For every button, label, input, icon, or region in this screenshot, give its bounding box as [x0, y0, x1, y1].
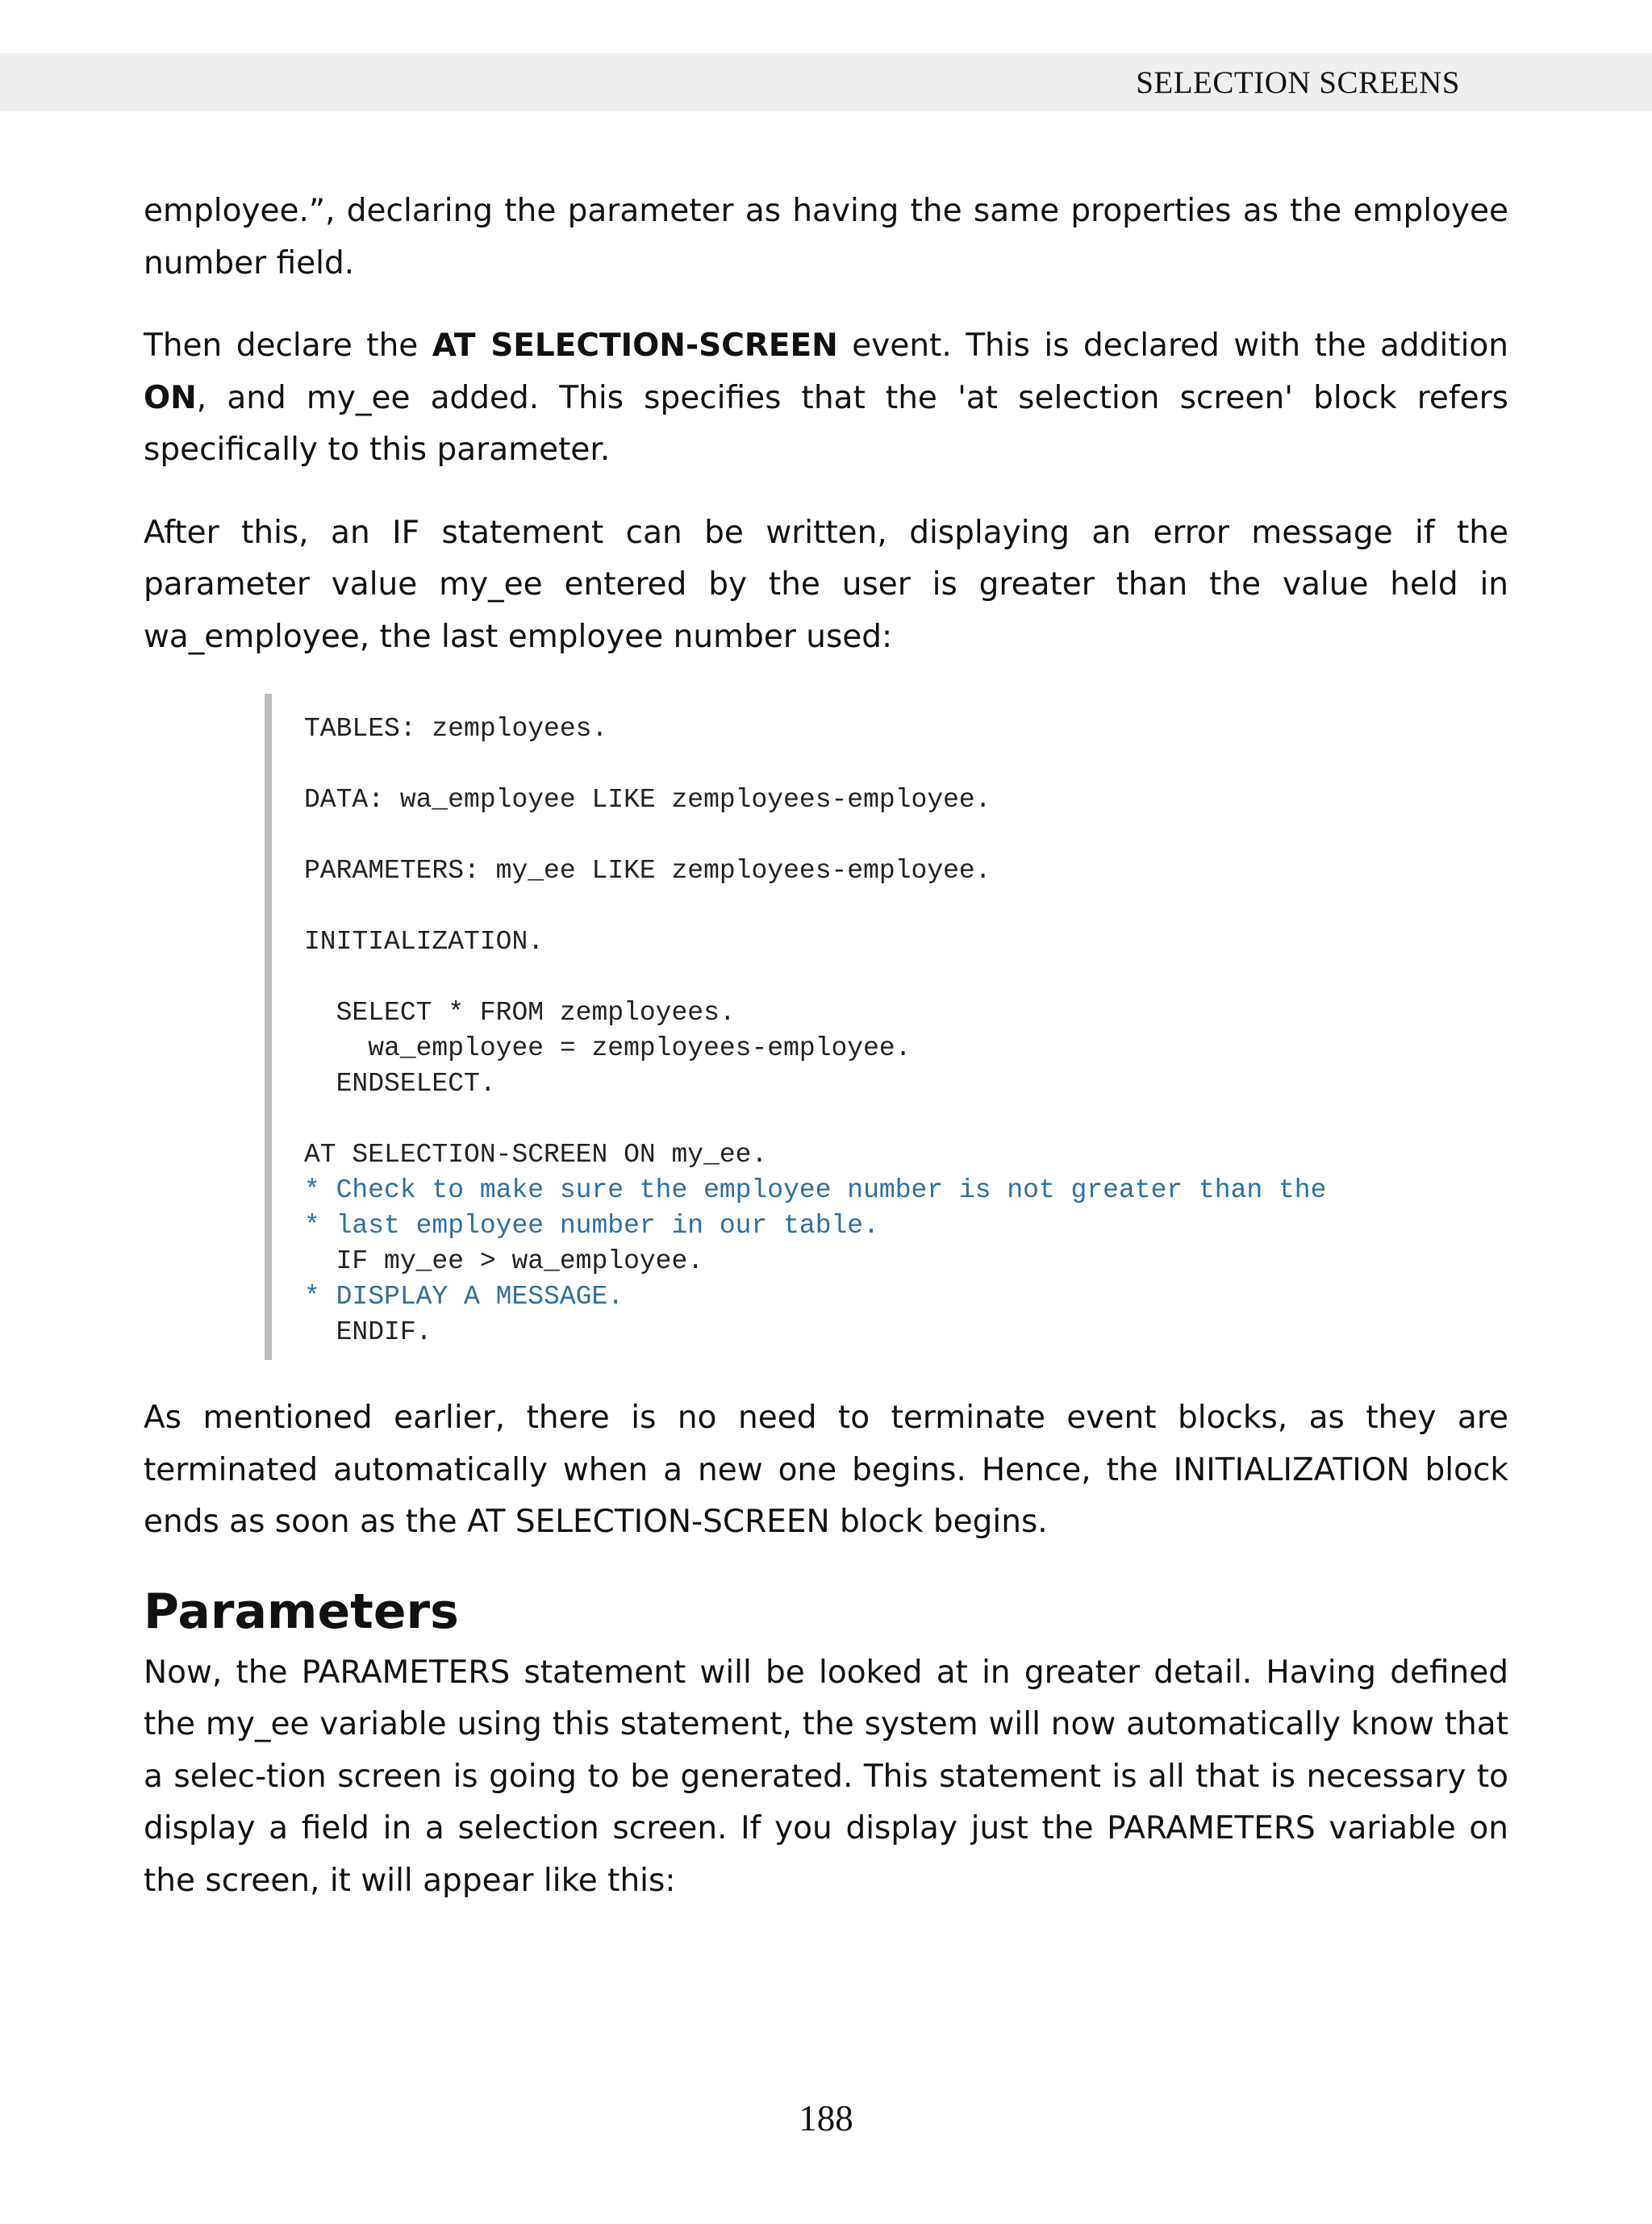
code-line: ENDSELECT. [304, 1069, 496, 1099]
bold-at-selection-screen: AT SELECTION-SCREEN [432, 328, 838, 364]
code-line: TABLES: zemployees. [304, 714, 608, 744]
code-line: wa_employee = zemployees-employee. [304, 1033, 912, 1063]
code-line: AT SELECTION-SCREEN ON my_ee. [304, 1140, 768, 1170]
code-line [304, 960, 1326, 995]
paragraph-2-text-e: , and my_ee added. This specifies that the 'at selection screen' block refers specifically to this parameter. [144, 379, 1508, 468]
paragraph-3: After this, an IF statement can be written, displaying an error message if the parameter value my_ee entered by the user is greater than the value held in wa_employee, the last employee number used: [144, 514, 1508, 655]
section-heading: Parameters [144, 1583, 459, 1640]
bold-on: ON [144, 379, 197, 416]
code-line [304, 747, 1326, 782]
running-title: SELECTION SCREENS [1136, 65, 1460, 100]
code-line: IF my_ee > wa_employee. [304, 1246, 704, 1276]
code-line: PARAMETERS: my_ee LIKE zemployees-employee. [304, 856, 991, 886]
code-comment-line: * Check to make sure the employee number is not greater than the [304, 1175, 1327, 1205]
code-listing [265, 694, 1441, 1360]
code-line: INITIALIZATION. [304, 927, 544, 957]
code-line: DATA: wa_employee LIKE zemployees-employee. [304, 785, 991, 815]
paragraph-2-text-c: event. This is declared with the addition [837, 328, 1508, 364]
page-number: 188 [799, 2098, 853, 2138]
code-line: SELECT * FROM zemployees. [304, 998, 736, 1028]
paragraph-5: Now, the PARAMETERS statement will be looked at in greater detail. Having defined the my_ee variable using this statement, the system will now automatically know that a selec-tion screen is going to be generated. This statement is all that is necessary to display a field in a selection screen. If you display just the PARAMETERS variable on the screen, it will appear like this: [144, 1654, 1508, 1899]
paragraph-2 [144, 320, 1508, 477]
code-text [304, 711, 1326, 1350]
page-content [144, 186, 1508, 1938]
code-line [304, 889, 1326, 924]
code-line: ENDIF. [304, 1317, 432, 1347]
code-line [304, 1102, 1326, 1137]
code-comment-line: * last employee number in our table. [304, 1211, 879, 1241]
paragraph-4: As mentioned earlier, there is no need to terminate event blocks, as they are terminated automatically when a new one begins. Hence, the INITIALIZATION block ends as soon as the AT SELECTION-SCREEN block begins. [144, 1400, 1508, 1540]
code-line [304, 818, 1326, 853]
code-comment-line: * DISPLAY A MESSAGE. [304, 1282, 624, 1312]
paragraph-2-text-a: Then declare the [144, 328, 432, 364]
paragraph-1: employee.”, declaring the parameter as having the same properties as the employee number field. [144, 193, 1508, 282]
